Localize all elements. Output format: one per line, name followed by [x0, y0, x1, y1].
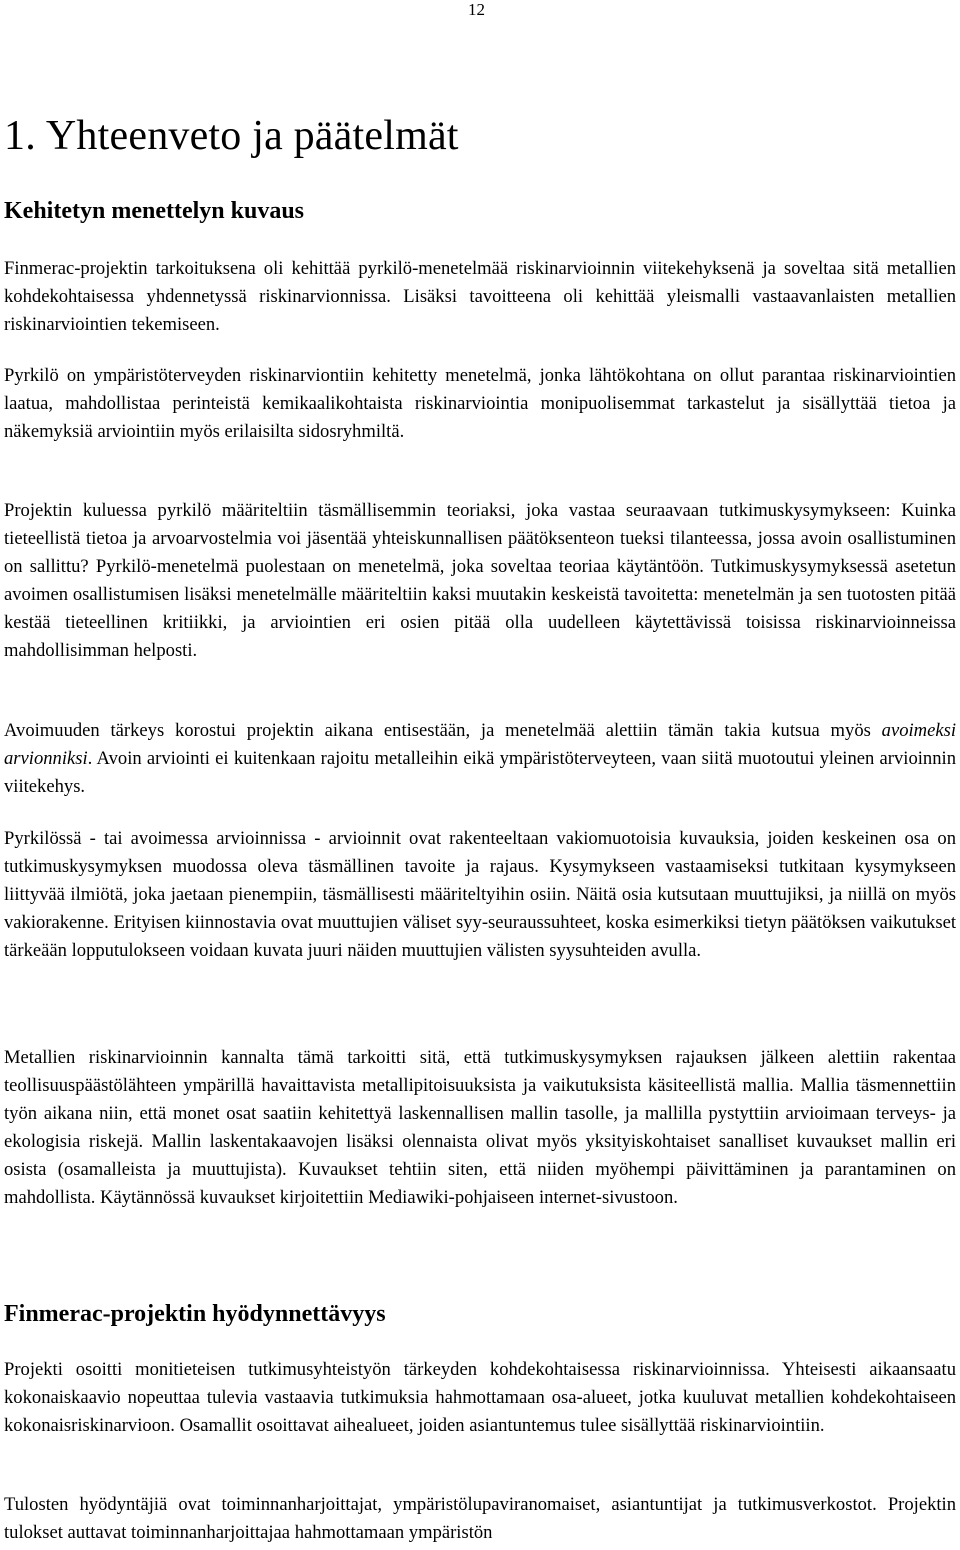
paragraph-text: . Avoin arviointi ei kuitenkaan rajoitu metalleihin eikä ympäristöterveyteen, vaan siitä muotoutui yleinen arvioinnin viitekehys. — [4, 748, 956, 797]
section-heading-hyodynnettavyys: Finmerac-projektin hyödynnettävyys — [4, 1301, 386, 1327]
paragraph: Metallien riskinarvioinnin kannalta tämä tarkoitti sitä, että tutkimuskysymyksen rajauksen jälkeen alettiin rakentaa teollisuuspäästölähteen ympärillä havaittavista metallipitoisuuksista ja vaikutuksista käsiteellistä mallia. Mallia täsmennettiin työn aikana niin, että monet osat saatiin kehitettyä laskennallisen mallin tasolle, ja mallilla pystyttiin arvioimaan terveys- ja ekologisia riskejä. Mallin laskentakaavojen lisäksi olennaista olivat myös yksityiskohtaiset sanalliset kuvaukset mallin eri osista (osamalleista ja muuttujista). Kuvaukset tehtiin siten, että niiden myöhempi päivittäminen ja parantaminen on mahdollista. Käytännössä kuvaukset kirjoitettiin Mediawiki-pohjaiseen internet-sivustoon. — [4, 1047, 956, 1208]
chapter-title-text: Yhteenveto ja päätelmät — [45, 113, 459, 159]
emphasized-term: avoimeksi arvionniksi — [4, 720, 956, 769]
chapter-title — [4, 110, 459, 162]
paragraph-text: Avoimuuden tärkeys korostui projektin aikana entisestään, ja menetelmää alettiin tämän takia kutsua myös — [4, 720, 882, 741]
paragraph: Projekti osoitti monitieteisen tutkimusyhteistyön tärkeyden kohdekohtaisessa riskinarvioinnissa. Yhteisesti aikaansaatu kokonaiskaavio nopeuttaa tulevia vastaavia tutkimuksia hahmottamaan osa-alueet, jotka kuuluvat metallien kohdekohtaiseen kokonaisriskinarvioon. Osamallit osoittavat aihealueet, joiden asiantuntemus tulee sisällyttää riskinarviointiin. — [4, 1359, 956, 1436]
paragraph: Tulosten hyödyntäjiä ovat toiminnanharjoittajat, ympäristölupaviranomaiset, asiantuntijat ja tutkimusverkostot. Projektin tulokset auttavat toiminnanharjoittajaa hahmottamaan ympäristön — [4, 1494, 956, 1543]
paragraph: Finmerac-projektin tarkoituksena oli kehittää pyrkilö-menetelmää riskinarvioinnin viitekehyksenä ja soveltaa sitä metallien kohdekohtaisessa yhdennetyssä riskinarvionnissa. Lisäksi tavoitteena oli kehittää yleismalli vastaavanlaisten metallien riskinarviointien tekemiseen. — [4, 258, 956, 335]
paragraph: Pyrkilössä - tai avoimessa arvioinnissa - arvioinnit ovat rakenteeltaan vakiomuotoisia kuvauksia, joiden keskeinen osa on tutkimuskysymyksen muodossa oleva täsmällinen tavoite ja rajaus. Kysymykseen vastaamiseksi tutkitaan kysymykseen liittyvää ilmiötä, joka jaetaan pienempiin, täsmällisesti määriteltyihin osiin. Näitä osia kutsutaan muuttujiksi, ja niillä on myös vakiorakenne. Erityisen kiinnostavia ovat muuttujien väliset syy-seuraussuhteet, koska esimerkiksi tietyn päätöksen vaikutukset tärkeään lopputulokseen voidaan kuvata juuri näiden muuttujien välisten syysuhteiden avulla. — [4, 828, 956, 961]
chapter-number: 1. — [4, 113, 36, 159]
paragraph-avoimuus — [4, 717, 956, 801]
section-heading-kuvaus: Kehitetyn menettelyn kuvaus — [4, 198, 304, 224]
page-number: 12 — [468, 0, 485, 19]
paragraph: Projektin kuluessa pyrkilö määriteltiin täsmällisemmin teoriaksi, joka vastaa seuraavaan tutkimuskysymykseen: Kuinka tieteellistä tietoa ja arvoarvostelmia voi jäsentää yhteiskunnallisen päätöksenteon tueksi tilanteessa, jossa avoin osallistuminen on sallittu? Pyrkilö-menetelmä puolestaan on menetelmä, joka soveltaa teoriaa käytäntöön. Tutkimuskysymyksessä asetetun avoimen osallistumisen lisäksi menetelmälle määriteltiin kaksi muutakin keskeistä tavoitetta: menetelmän ja sen tuotosten pitää kestää tieteellinen kritiikki, ja arviointien eri osien pitää olla uudelleen käytettävissä toisissa riskinarvioinneissa mahdollisimman helposti. — [4, 500, 956, 661]
paragraph: Pyrkilö on ympäristöterveyden riskinarviontiin kehitetty menetelmä, jonka lähtökohtana on ollut parantaa riskinarviointien laatua, mahdollistaa perinteistä kemikaalikohtaista riskinarviointia monipuolisemmat tarkastelut ja sisällyttää tietoa ja näkemyksiä arviointiin myös erilaisilta sidosryhmiltä. — [4, 365, 956, 442]
